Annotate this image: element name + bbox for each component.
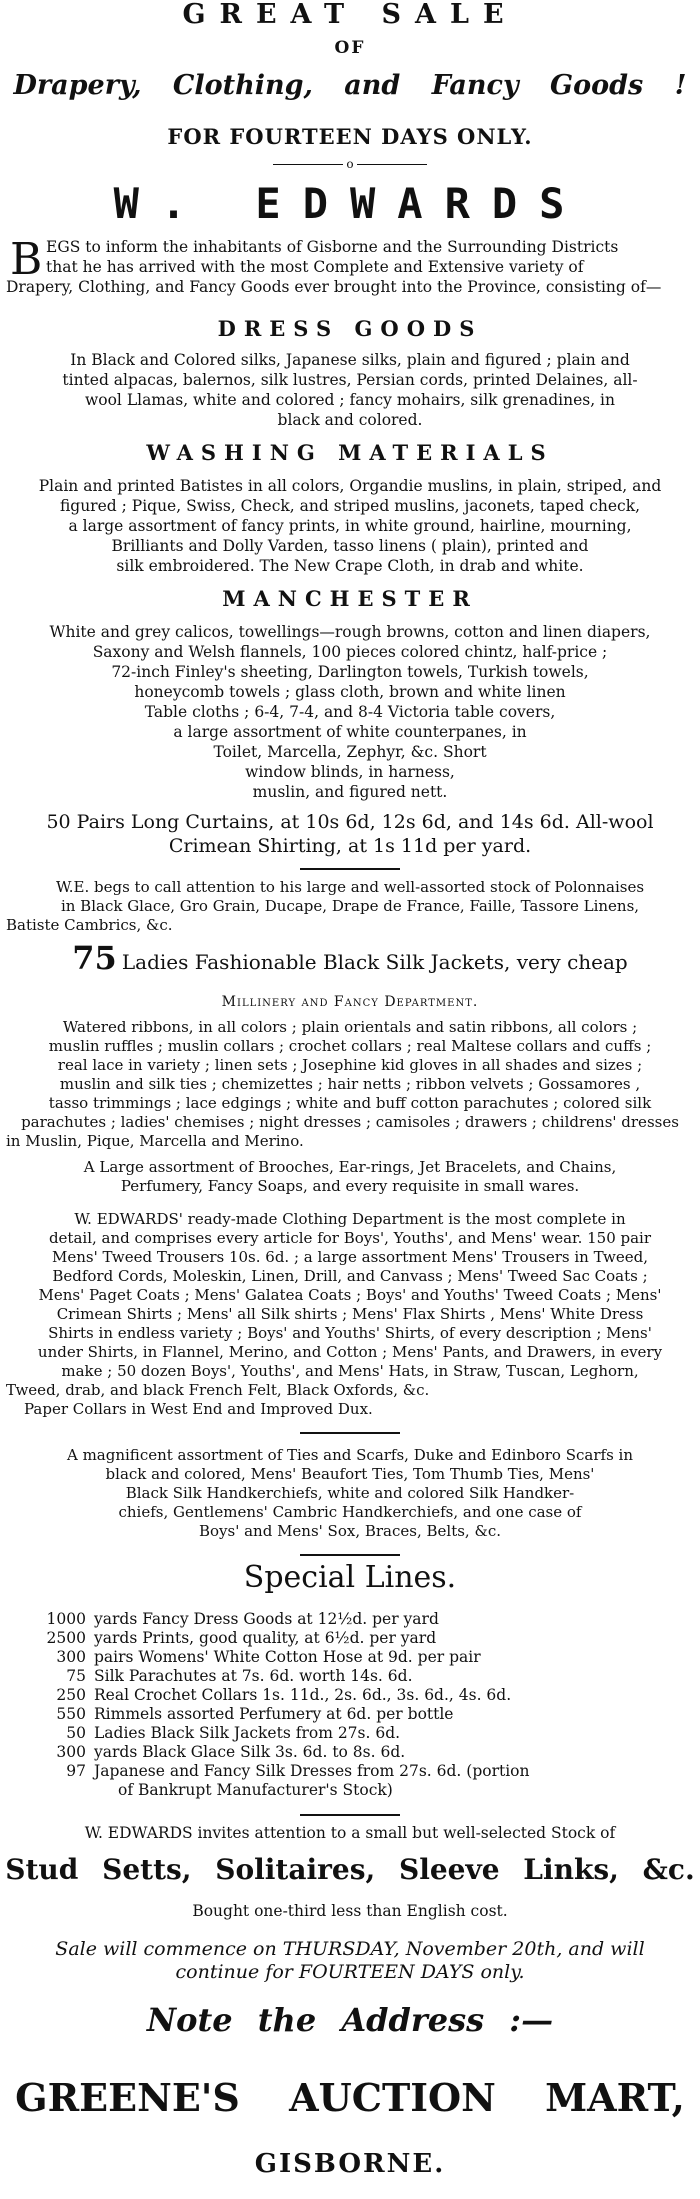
- special-desc: Silk Parachutes at 7s. 6d. worth 14s. 6d.: [94, 1667, 413, 1685]
- stud-invite: W. EDWARDS invites attention to a small but well-selected Stock of: [84, 1824, 616, 1842]
- special-qty: 1000: [46, 1610, 86, 1628]
- special-row: [40, 1629, 660, 1648]
- dress-line-2: tinted alpacas, balernos, silk lustres, Persian cords, printed Delaines, all-: [62, 371, 638, 389]
- special-desc: Real Crochet Collars 1s. 11d., 2s. 6d., 3s. 6d., 4s. 6d.: [94, 1686, 512, 1704]
- ornamental-divider: [0, 157, 700, 171]
- polonnaises-text: [0, 878, 700, 935]
- polonnaises-line-3: Batiste Cambrics, &c.: [6, 916, 173, 934]
- washing-line-3: a large assortment of fancy prints, in white ground, hairline, mourning,: [68, 517, 632, 535]
- special-row: [40, 1705, 660, 1724]
- jackets-line: [0, 940, 700, 982]
- section-rule-3: [300, 1554, 400, 1556]
- millinery-line-4: muslin and silk ties ; chemizettes ; hair netts ; ribbon velvets ; Gossamores ,: [59, 1075, 641, 1093]
- special-desc: yards Prints, good quality, at 6½d. per yard: [94, 1629, 437, 1647]
- dress-line-1: In Black and Colored silks, Japanese silks, plain and figured ; plain and: [70, 351, 630, 369]
- curtains-line-1: 50 Pairs Long Curtains, at 10s 6d, 12s 6d, and 14s 6d. All-wool: [46, 811, 654, 833]
- curtains-text: [0, 810, 700, 858]
- clothing-line-2: detail, and comprises every article for Boys', Youths', and Mens' wear. 150 pair: [48, 1229, 652, 1247]
- clothing-line-8: under Shirts, in Flannel, Merino, and Cotton ; Mens' Pants, and Drawers, in every: [37, 1343, 663, 1361]
- special-qty: 300: [56, 1648, 86, 1666]
- special-row: [40, 1667, 660, 1686]
- clothing-line-10: Tweed, drab, and black French Felt, Black Oxfords, &c.: [6, 1381, 430, 1399]
- special-list: [40, 1610, 660, 1800]
- millinery-text: [0, 1018, 700, 1151]
- brooches-text: [0, 1158, 700, 1196]
- ties-line-4: chiefs, Gentlemens' Cambric Handkerchiefs, and one case of: [118, 1503, 582, 1521]
- section-rule-2: [300, 1432, 400, 1434]
- special-row: [40, 1743, 660, 1762]
- dress-line-3: wool Llamas, white and colored ; fancy mohairs, silk grenadines, in: [85, 391, 615, 409]
- washing-line-4: Brilliants and Dolly Varden, tasso linens ( plain), printed and: [111, 537, 589, 555]
- clothing-line-6: Crimean Shirts ; Mens' all Silk shirts ; Mens' Flax Shirts , Mens' White Dress: [56, 1305, 644, 1323]
- stud-note: Bought one-third less than English cost.: [192, 1902, 508, 1920]
- millinery-line-3: real lace in variety ; linen sets ; Josephine kid gloves in all shades and sizes ;: [57, 1056, 643, 1074]
- millinery-line-6: parachutes ; ladies' chemises ; night dresses ; camisoles ; drawers ; childrens' dresses: [21, 1113, 679, 1131]
- manchester-line-7: Toilet, Marcella, Zephyr, &c. Short: [213, 743, 487, 761]
- clothing-line-4: Bedford Cords, Moleskin, Linen, Drill, and Canvass ; Mens' Tweed Sac Coats ;: [52, 1267, 648, 1285]
- special-desc: pairs Womens' White Cotton Hose at 9d. per pair: [94, 1648, 481, 1666]
- special-row: [40, 1648, 660, 1667]
- special-row: [40, 1762, 660, 1781]
- ties-text: [0, 1446, 700, 1541]
- manchester-line-3: 72-inch Finley's sheeting, Darlington towels, Turkish towels,: [111, 663, 589, 681]
- manchester-line-1: White and grey calicos, towellings—rough browns, cotton and linen diapers,: [49, 623, 651, 641]
- great-sale-heading: GREAT SALE: [182, 0, 518, 30]
- special-qty: 300: [56, 1743, 86, 1761]
- clothing-text: [0, 1210, 700, 1419]
- washing-line-1: Plain and printed Batistes in all colors, Organdie muslins, in plain, striped, and: [38, 477, 662, 495]
- manchester-line-5: Table cloths ; 6-4, 7-4, and 8-4 Victoria table covers,: [144, 703, 556, 721]
- special-heading: Special Lines.: [243, 1560, 457, 1595]
- manchester-heading: MANCHESTER: [222, 586, 478, 611]
- special-desc: Ladies Black Silk Jackets from 27s. 6d.: [94, 1724, 401, 1742]
- manchester-line-2: Saxony and Welsh flannels, 100 pieces colored chintz, half-price ;: [92, 643, 608, 661]
- intro-line-3: Drapery, Clothing, and Fancy Goods ever brought into the Province, consisting of—: [6, 278, 662, 296]
- jackets-text: Ladies Fashionable Black Silk Jackets, very cheap: [121, 950, 628, 974]
- special-qty: 550: [56, 1705, 86, 1723]
- intro-paragraph: [6, 234, 694, 298]
- millinery-line-2: muslin ruffles ; muslin collars ; crochet collars ; real Maltese collars and cuffs ;: [48, 1037, 652, 1055]
- section-rule-4: [300, 1814, 400, 1816]
- ties-line-5: Boys' and Mens' Sox, Braces, Belts, &c.: [198, 1522, 501, 1540]
- washing-heading: WASHING MATERIALS: [146, 440, 554, 465]
- manchester-line-6: a large assortment of white counterpanes, in: [173, 723, 527, 741]
- stud-heading: Stud Setts, Solitaires, Sleeve Links, &c.: [5, 1853, 695, 1886]
- ties-line-3: Black Silk Handkerchiefs, white and colored Silk Handker-: [125, 1484, 575, 1502]
- millinery-line-5: tasso trimmings ; lace edgings ; white and buff cotton parachutes ; colored silk: [48, 1094, 652, 1112]
- millinery-line-7: in Muslin, Pique, Marcella and Merino.: [6, 1132, 304, 1150]
- special-row: [40, 1686, 660, 1705]
- special-qty: 97: [66, 1762, 86, 1780]
- clothing-line-5: Mens' Paget Coats ; Mens' Galatea Coats ; Boys' and Youths' Tweed Coats ; Mens': [38, 1286, 662, 1304]
- special-qty: 75: [66, 1667, 86, 1685]
- dress-goods-text: [0, 350, 700, 430]
- clothing-line-9: make ; 50 dozen Boys', Youths', and Mens' Hats, in Straw, Tuscan, Leghorn,: [61, 1362, 639, 1380]
- sale-dates: [0, 1938, 700, 1984]
- washing-line-2: figured ; Pique, Swiss, Check, and striped muslins, jaconets, taped check,: [59, 497, 641, 515]
- address-town: GISBORNE.: [254, 2149, 446, 2179]
- jackets-number: 75: [72, 939, 117, 977]
- manchester-line-4: honeycomb towels ; glass cloth, brown and white linen: [134, 683, 566, 701]
- address-place: GREENE'S AUCTION MART,: [15, 2075, 685, 2120]
- address-note: Note the Address :—: [146, 2001, 554, 2039]
- ties-line-2: black and colored, Mens' Beaufort Ties, Tom Thumb Ties, Mens': [105, 1465, 595, 1483]
- millinery-line-1: Watered ribbons, in all colors ; plain orientals and satin ribbons, all colors ;: [62, 1018, 638, 1036]
- special-qty: 2500: [46, 1629, 86, 1647]
- clothing-line-1: W. EDWARDS' ready-made Clothing Department is the most complete in: [74, 1210, 626, 1228]
- intro-line-2: that he has arrived with the most Complete and Extensive variety of: [46, 258, 584, 276]
- manchester-line-9: muslin, and figured nett.: [252, 783, 448, 801]
- manchester-text: [0, 622, 700, 802]
- sale-line-2: continue for FOURTEEN DAYS only.: [175, 1961, 525, 1983]
- polonnaises-line-2: in Black Glace, Gro Grain, Ducape, Drape de France, Faille, Tassore Linens,: [60, 897, 640, 915]
- polonnaises-line-1: W.E. begs to call attention to his large and well-assorted stock of Polonnaises: [55, 878, 645, 896]
- goods-heading: Drapery, Clothing, and Fancy Goods !: [13, 70, 687, 101]
- special-desc: Rimmels assorted Perfumery at 6d. per bottle: [94, 1705, 454, 1723]
- intro-line-1: EGS to inform the inhabitants of Gisborne and the Surrounding Districts: [46, 238, 619, 256]
- dress-goods-heading: DRESS GOODS: [217, 316, 483, 341]
- merchant-name: W. EDWARDS: [113, 179, 587, 228]
- of-label: OF: [334, 38, 366, 58]
- sale-line-1: Sale will commence on THURSDAY, November 20th, and will: [55, 1938, 645, 1960]
- special-row: [40, 1610, 660, 1629]
- brooches-line-2: Perfumery, Fancy Soaps, and every requisite in small wares.: [120, 1177, 580, 1195]
- section-rule: [300, 868, 400, 870]
- curtains-line-2: Crimean Shirting, at 1s 11d per yard.: [168, 835, 532, 857]
- millinery-heading: Millinery and Fancy Department.: [221, 994, 479, 1010]
- special-qty: 250: [56, 1686, 86, 1704]
- clothing-line-3: Mens' Tweed Trousers 10s. 6d. ; a large assortment Mens' Trousers in Tweed,: [51, 1248, 649, 1266]
- washing-line-5: silk embroidered. The New Crape Cloth, in drab and white.: [116, 557, 584, 575]
- special-desc: yards Black Glace Silk 3s. 6d. to 8s. 6d.: [94, 1743, 406, 1761]
- brooches-line-1: A Large assortment of Brooches, Ear-rings, Jet Bracelets, and Chains,: [83, 1158, 617, 1176]
- washing-text: [0, 476, 700, 576]
- special-desc: yards Fancy Dress Goods at 12½d. per yard: [94, 1610, 439, 1628]
- paper-collars-line: Paper Collars in West End and Improved Dux.: [24, 1400, 373, 1418]
- clothing-line-7: Shirts in endless variety ; Boys' and Youths' Shirts, of every description ; Mens': [48, 1324, 652, 1342]
- special-row-continuation: of Bankrupt Manufacturer's Stock): [118, 1781, 393, 1799]
- ties-line-1: A magnificent assortment of Ties and Scarfs, Duke and Edinboro Scarfs in: [66, 1446, 633, 1464]
- special-qty: 50: [66, 1724, 86, 1742]
- duration-heading: FOR FOURTEEN DAYS ONLY.: [167, 124, 533, 149]
- dropcap: B: [10, 234, 43, 285]
- divider-mark: o: [346, 157, 354, 171]
- dress-line-4: black and colored.: [277, 411, 423, 429]
- special-row: [40, 1724, 660, 1743]
- special-desc: Japanese and Fancy Silk Dresses from 27s. 6d. (portion: [94, 1762, 530, 1780]
- manchester-line-8: window blinds, in harness,: [245, 763, 455, 781]
